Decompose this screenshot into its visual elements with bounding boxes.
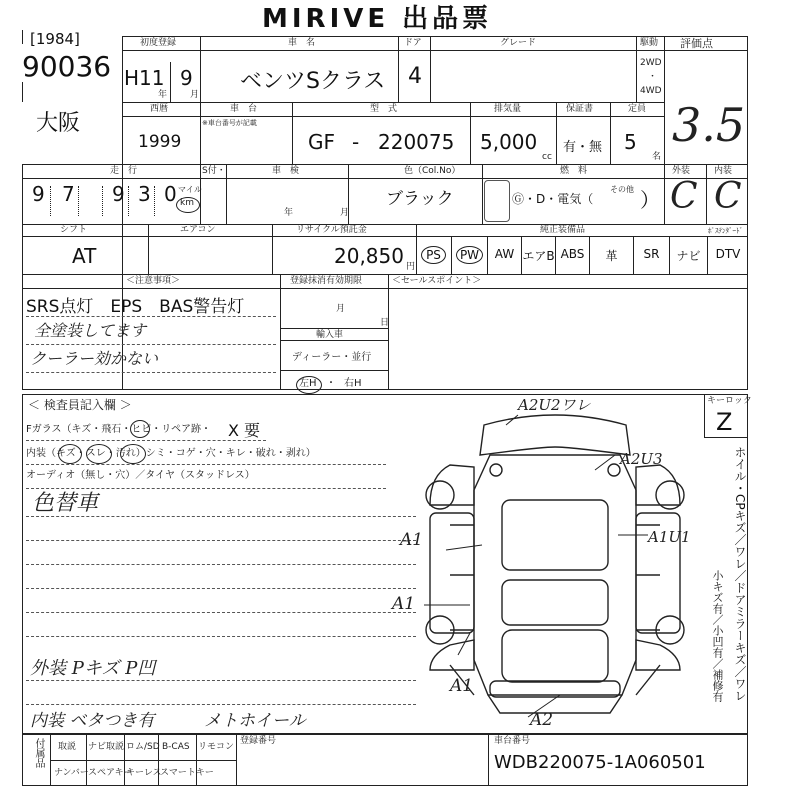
divider	[610, 102, 611, 164]
equip-label: 純正装備品	[540, 225, 586, 235]
divider	[470, 102, 471, 164]
chadai-label: 車 台	[230, 104, 258, 114]
venue: 大阪	[36, 111, 81, 136]
mileage-digit: 9	[112, 182, 125, 206]
digit-separator	[50, 186, 51, 216]
fglass-x: X 要	[228, 421, 261, 440]
side-small: 小キズ有／小凹有／補修有	[711, 570, 724, 702]
row-line	[122, 116, 664, 117]
inspector-rule	[26, 588, 416, 589]
fuel-label: 燃 料	[560, 166, 588, 176]
inspector-hand3: 内装 ベタつき有	[30, 711, 155, 731]
inspector-hand4: メトホイール	[204, 711, 306, 731]
score-value: 3.5	[672, 98, 746, 152]
equip-leather: 革	[590, 236, 634, 274]
divider	[22, 164, 23, 224]
damage-mark: A2	[530, 710, 554, 730]
fuel-close: ）	[640, 188, 660, 212]
acc-smart-key: スマートキー	[160, 768, 214, 778]
keylock-label: キーロック	[707, 396, 752, 406]
row-line	[22, 288, 748, 289]
notes-line3: クーラー効かない	[30, 349, 159, 368]
lot-number: 90036	[22, 50, 112, 83]
reg-date-label: 登録抹消有効期限	[290, 276, 363, 286]
month-unit: 月	[190, 90, 200, 100]
equip-airbag: エアB	[522, 236, 556, 274]
equip-sr: SR	[634, 236, 670, 274]
model-dash: -	[352, 130, 360, 154]
fuel-other: その他	[610, 185, 634, 194]
damage-mark: A1	[450, 676, 474, 696]
divider	[170, 62, 171, 102]
shift-label: シフト	[60, 225, 88, 235]
interior-line: 内装（キズ・スレ・汚れ）シミ・コゲ・穴・キレ・破れ・剥れ）	[26, 448, 316, 459]
handle-left: 左H	[299, 378, 317, 389]
sales-label: ＜セールスポイント＞	[392, 276, 482, 286]
drive-2wd: 2WD	[640, 58, 662, 68]
inspector-rule	[26, 540, 416, 541]
grade-label: グレード	[500, 38, 537, 48]
acc-rom: ロム/SD	[126, 742, 160, 752]
mileage-digit: 3	[138, 182, 151, 206]
notes-rule	[26, 316, 276, 317]
cc-unit: cc	[542, 152, 552, 162]
color-value: ブラック	[386, 189, 454, 209]
notes-line2: 全塗装してます	[34, 321, 147, 340]
mileage-digits	[32, 182, 182, 212]
warranty-value: 有・無	[563, 140, 603, 155]
inspector-hand1: 色替車	[32, 491, 99, 516]
divider	[22, 224, 23, 274]
equip-abs: ABS	[556, 236, 590, 274]
mileage-digit: 7	[62, 182, 75, 206]
inspector-rule	[26, 636, 416, 637]
warranty-label: 保証書	[566, 104, 594, 114]
int-label: 内装	[714, 166, 733, 176]
doors-value: 4	[408, 64, 422, 89]
displacement-value: 5,000	[480, 130, 538, 154]
notes-line1: SRS点灯 EPS BAS警告灯	[26, 297, 245, 317]
digit-separator	[128, 186, 129, 216]
ext-grade: C	[670, 176, 698, 217]
row-line	[280, 370, 388, 371]
divider	[200, 36, 201, 102]
equip-pw-label: PW	[456, 246, 483, 264]
divider	[280, 274, 281, 390]
side-text: ホイル・CPキズ／ワレ／ドアミラーキズ／ワレ	[733, 446, 747, 702]
score-label: 評価点	[680, 37, 713, 50]
color-label: 色（Col.No）	[404, 166, 461, 176]
divider	[148, 224, 149, 274]
handle-sep: ・	[326, 378, 336, 389]
digit-separator	[78, 186, 79, 216]
mile-unit: マイル	[178, 185, 202, 194]
doors-label: ドア	[404, 38, 422, 48]
inspector-rule	[26, 440, 266, 441]
divider	[272, 224, 273, 274]
acc-manual: 取説	[58, 742, 77, 752]
interior-circle-2	[86, 444, 112, 464]
acc-remote: リモコン	[198, 742, 235, 752]
import-options: ディーラー・並行	[292, 352, 372, 363]
divider	[236, 734, 237, 786]
row-line	[22, 224, 748, 225]
drive-dot: ・	[648, 72, 658, 82]
inspector-rule	[26, 516, 416, 517]
acc-spare-key: スペアキー	[88, 768, 133, 778]
fuel-value: Ⓖ・D・電気（	[512, 192, 594, 206]
color-no-box	[484, 180, 510, 222]
yen-unit: 円	[406, 262, 416, 272]
shaken-label: 車 検	[272, 166, 300, 176]
model-prefix: GF	[308, 130, 336, 154]
damage-mark: A1	[400, 530, 424, 550]
int-grade: C	[714, 176, 742, 217]
row-line	[22, 178, 122, 179]
inspector-hand2: 外装 Pキズ P凹	[30, 658, 156, 679]
recycle-label: リサイクル預託金	[296, 225, 367, 235]
inspector-label: ＜ 検査員記入欄 ＞	[28, 398, 132, 412]
row-line	[50, 760, 236, 761]
mileage-label: 走 行	[110, 166, 138, 176]
acc-number: ナンバー	[54, 768, 89, 778]
damage-mark: A2U2ワレ	[518, 396, 591, 414]
chassis-no-value: WDB220075-1A060501	[494, 752, 706, 773]
regno-label: 登録番号	[240, 736, 277, 746]
meter-swap-label: S付・	[202, 166, 226, 176]
drive-4wd: 4WD	[640, 86, 662, 96]
equip-navi: ナビ	[670, 236, 708, 274]
equipment-row	[416, 236, 748, 274]
equip-dtv: DTV	[715, 247, 741, 261]
model-code: 220075	[378, 130, 455, 154]
left-tick-mid	[22, 82, 23, 102]
row1-header-line	[122, 50, 748, 51]
digit-separator	[154, 186, 155, 216]
equip-extra: ﾎﾟｽﾃﾝﾀﾞｰﾄﾞ	[708, 227, 743, 235]
vehicle-name: ベンツSクラス	[240, 69, 386, 94]
audio-line: オーディオ（無し・穴）／タイヤ（スタッドレス）	[26, 470, 255, 481]
displacement-label: 排気量	[494, 104, 522, 114]
row-line	[122, 178, 748, 179]
seats-unit: 名	[652, 152, 662, 162]
inspector-rule	[26, 612, 416, 613]
acc-keyless: キーレス	[126, 768, 162, 778]
left-tick-top	[22, 30, 23, 44]
mileage-digit: 9	[32, 182, 45, 206]
row-line	[280, 328, 388, 329]
notes-label: ＜注意事項＞	[126, 276, 181, 286]
interior-circle-1	[58, 444, 82, 464]
damage-mark: A2U3	[620, 450, 663, 468]
damage-mark: A1U1	[648, 528, 691, 546]
year-unit: 年	[158, 90, 168, 100]
equip-ps-label: PS	[421, 246, 446, 264]
recycle-value: 20,850	[334, 244, 404, 268]
chassis-no-label: 車台番号	[494, 736, 531, 746]
session-number: [1984]	[30, 30, 80, 48]
chadai-note: ※車台番号が記載	[202, 119, 257, 127]
reg-era: H11	[124, 66, 165, 90]
shift-value: AT	[72, 244, 97, 268]
seats-value: 5	[624, 130, 637, 154]
divider	[200, 102, 201, 164]
notes-rule	[26, 372, 276, 373]
equip-ps	[416, 236, 452, 274]
seireki-label: 西暦	[150, 104, 169, 114]
keylock-value: Z	[716, 408, 733, 436]
row-line	[22, 164, 122, 165]
first-reg-label: 初度登録	[140, 38, 177, 48]
divider	[664, 164, 665, 224]
ext-label: 外装	[672, 166, 691, 176]
inspector-rule	[26, 564, 416, 565]
divider	[430, 36, 431, 102]
km-unit: km	[180, 198, 194, 208]
acc-bcas: B-CAS	[162, 742, 190, 752]
divider	[706, 164, 707, 224]
divider	[292, 102, 293, 164]
divider	[482, 164, 483, 224]
equip-pw	[452, 236, 488, 274]
inspector-rule	[26, 464, 386, 465]
page-title: MIRIVE 出品票	[262, 4, 493, 34]
divider	[488, 734, 489, 786]
drive-label: 駆動	[640, 38, 659, 48]
import-label: 輸入車	[316, 330, 344, 340]
acc-navi-manual: ナビ取説	[88, 742, 125, 752]
digit-separator	[102, 186, 103, 216]
name-label: 車 名	[288, 38, 316, 48]
notes-rule	[26, 344, 276, 345]
divider	[226, 164, 227, 224]
divider	[664, 36, 665, 164]
mileage-digit: 0	[164, 182, 177, 206]
divider	[636, 36, 637, 102]
interior-circle-3	[120, 444, 146, 464]
handle-right: 右H	[344, 378, 362, 389]
inspector-rule	[26, 704, 416, 705]
fglass-line: Fガラス（キズ・飛石・ヒビ・リペア跡・	[26, 424, 212, 435]
divider	[556, 102, 557, 164]
fglass-circle	[130, 420, 150, 438]
reg-month: 月	[336, 304, 346, 314]
model-label: 型 式	[370, 104, 398, 114]
reg-month: 9	[180, 66, 193, 90]
accessory-side-label: 付属品	[33, 738, 44, 768]
shaken-year: 年	[284, 208, 294, 218]
shaken-month: 月	[340, 208, 350, 218]
divider	[398, 36, 399, 102]
inspector-rule	[26, 680, 416, 681]
row-line	[122, 102, 664, 103]
aircon-label: エアコン	[180, 225, 216, 235]
divider	[388, 274, 389, 390]
seats-label: 定員	[628, 104, 647, 114]
damage-mark: A1	[392, 594, 416, 614]
equip-aw: AW	[488, 236, 522, 274]
year-value: 1999	[138, 132, 182, 152]
row-line	[122, 164, 748, 165]
reg-day: 日	[380, 318, 390, 328]
